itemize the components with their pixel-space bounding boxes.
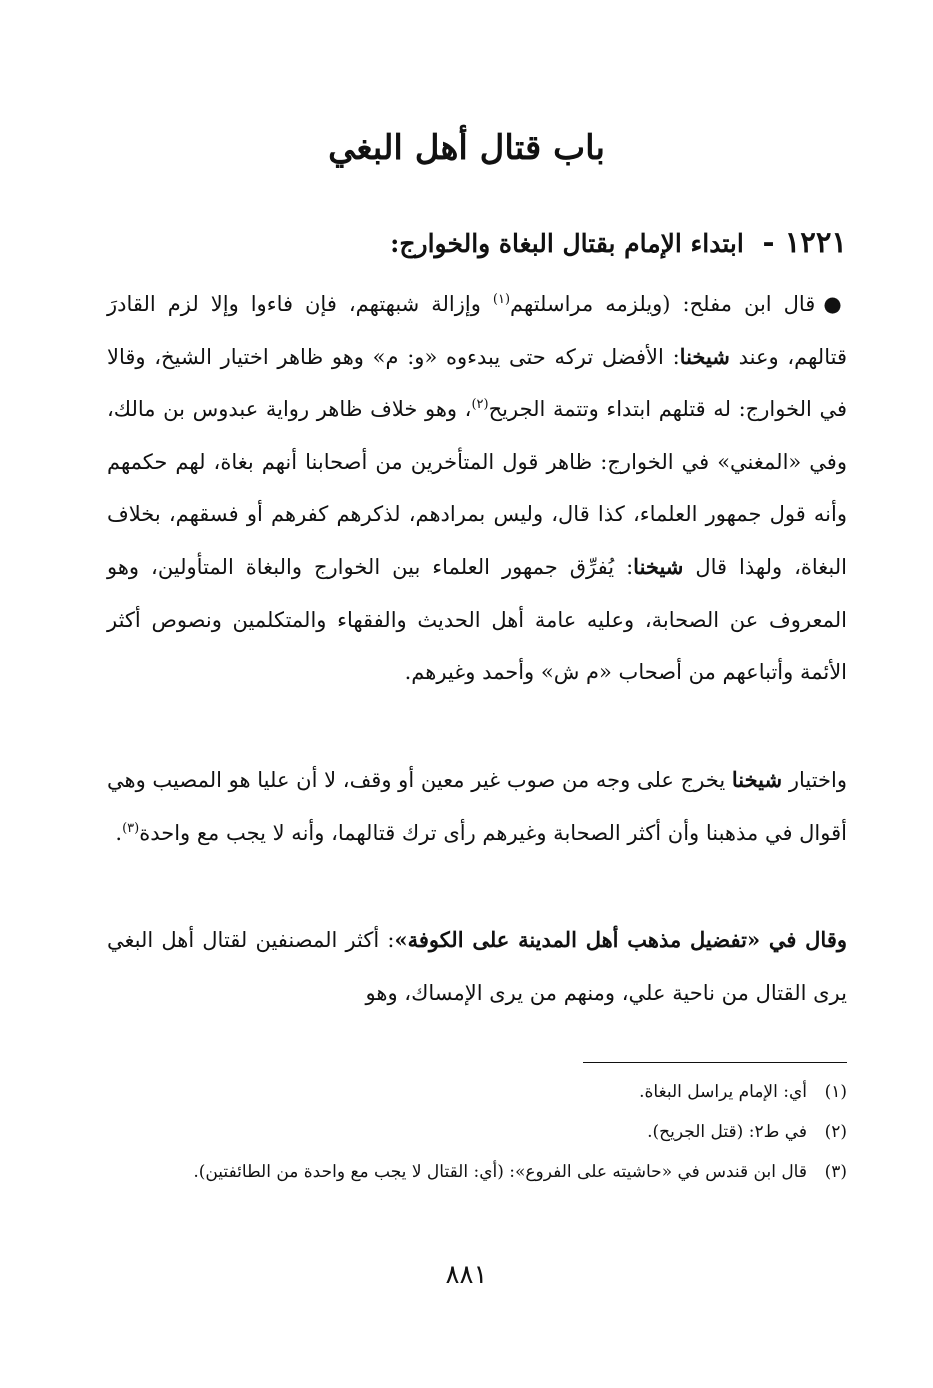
p3-bold-lead: وقال في «تفضيل مذهب أهل المدينة على الكوفة» <box>394 927 847 952</box>
p1-text-3: : الأفضل تركه حتى يبدءوه «و: م» وهو ظاهر اختيار الشيخ، وقالا في الخوارج: له قتلهم ابتداء وتتمة الجريح <box>107 344 847 422</box>
footnote-item <box>107 1152 847 1192</box>
footnote-ref-1[interactable]: (١) <box>492 292 511 307</box>
p1-text-2: وإزالة شبهتهم، فإن فاءوا وإلا لزم القادرَ قتالهم، وعند <box>107 292 847 369</box>
footnote-divider <box>583 1062 847 1063</box>
footnote-text: قال ابن قندس في «حاشيته على الفروع»: (أي: القتال لا يجب مع واحدة من الطائفتين). <box>193 1162 807 1182</box>
bullet-icon: ● <box>823 292 848 316</box>
p1-shaykhuna-2: شيخنا <box>633 553 684 579</box>
p2-shaykhuna: شيخنا <box>731 767 783 792</box>
section-heading <box>107 218 847 268</box>
p2-text-3: . <box>115 820 123 845</box>
section-number: ١٢٢١ - <box>762 225 847 259</box>
p1-text-1: قال ابن مفلح: (ويلزمه مراسلتهم <box>510 292 816 316</box>
paragraph-tafdil <box>107 914 847 1019</box>
footnote-number: (٢) <box>824 1122 847 1142</box>
p3-text-1: : أكثر المصنفين لقتال أهل البغي يرى القتال من ناحية علي، ومنهم من يرى الإمساك، وهو <box>107 928 847 1005</box>
section-title: ابتداء الإمام بقتال البغاة والخوارج: <box>390 229 744 258</box>
footnote-item <box>107 1072 847 1112</box>
page-number: ٨٨١ <box>445 1260 488 1290</box>
footnote-number: (٣) <box>824 1162 847 1182</box>
p2-text-1: واختيار <box>782 768 847 792</box>
paragraph-ibn-muflih <box>107 278 847 699</box>
chapter-title: باب قتال أهل البغي <box>328 128 605 168</box>
p2-text-2: يخرج على وجه من صوب غير معين أو وقف، لا أن عليا هو المصيب وهي أقوال في مذهبنا وأن أكثر الصحابة وغيرهم رأى ترك قتالهما، وأنه لا يجب مع واحدة <box>107 768 847 845</box>
footnote-item <box>107 1112 847 1152</box>
p1-shaykhuna-1: شيخنا <box>679 343 730 369</box>
footnotes <box>107 1072 847 1192</box>
paragraph-ikhtiyar <box>107 754 847 859</box>
p1-text-4: ، وهو خلاف ظاهر رواية عبدوس بن مالك، وفي «المغني» في الخوارج: ظاهر قول المتأخرين من أصحابنا أنهم بغاة، لهم حكمهم وأنه قول جمهور العلماء، كذا قال، وليس بمرادهم، لذكرهم كفرهم أو فسقهم، بخلاف البغاة، ولهذا قال <box>107 397 847 579</box>
footnote-ref-3[interactable]: (٣) <box>122 820 140 836</box>
footnote-text: أي: الإمام يراسل البغاة. <box>639 1082 807 1102</box>
footnote-number: (١) <box>824 1082 847 1102</box>
footnote-ref-2[interactable]: (٢) <box>471 397 489 413</box>
p1-text-5: : يُفرِّق جمهور العلماء بين الخوارج والبغاة المتأولين، وهو المعروف عن الصحابة، وعليه عامة أهل الحديث والفقهاء والمتكلمين ونصوص أكثر الأئمة وأتباعهم من أصحاب «م ش» وأحمد وغيرهم. <box>107 554 847 685</box>
footnote-text: في ط٢: (قتل الجريح). <box>647 1122 807 1142</box>
